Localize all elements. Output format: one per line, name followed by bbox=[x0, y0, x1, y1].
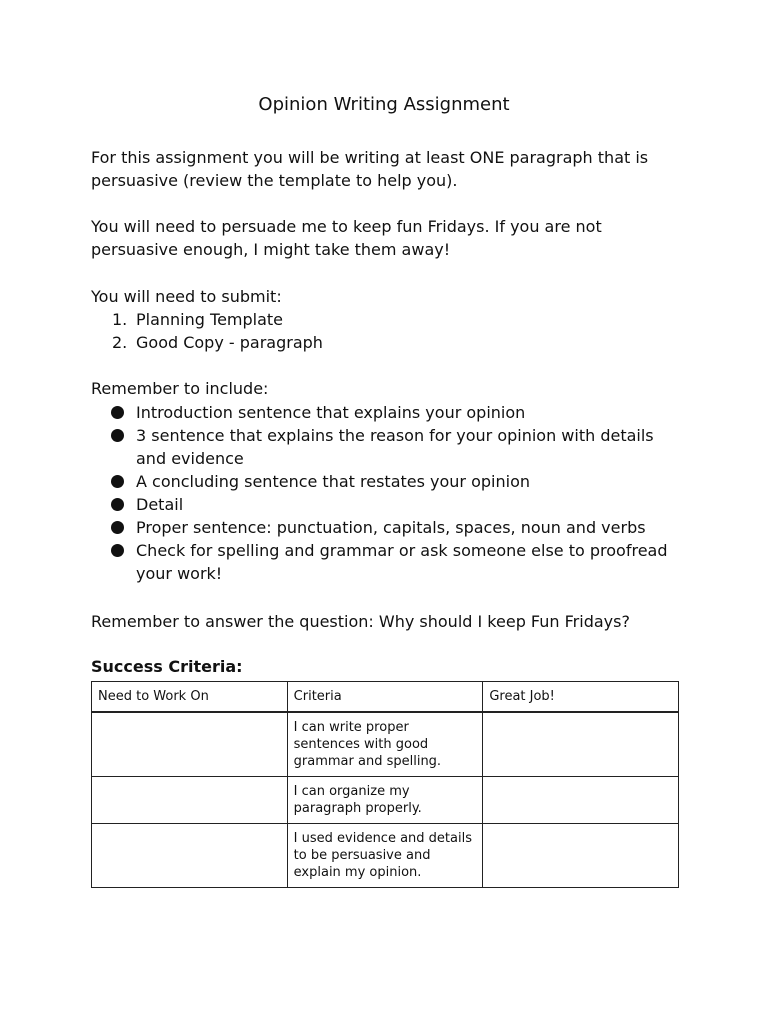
table-cell-great-job bbox=[483, 777, 679, 824]
list-item-text: Good Copy - paragraph bbox=[136, 333, 323, 352]
list-item-text: Planning Template bbox=[136, 310, 284, 329]
success-criteria-heading: Success Criteria: bbox=[91, 657, 243, 676]
bullet-icon bbox=[111, 544, 124, 557]
column-header-great-job: Great Job! bbox=[483, 682, 679, 713]
list-number: 1. bbox=[112, 310, 128, 329]
table-row bbox=[92, 712, 679, 777]
list-item bbox=[91, 308, 681, 331]
table-cell-criteria: I used evidence and details to be persuasive and explain my opinion. bbox=[287, 824, 483, 888]
list-item bbox=[91, 331, 681, 354]
list-item bbox=[91, 516, 681, 539]
include-list bbox=[91, 401, 681, 585]
intro-paragraph-1: For this assignment you will be writing at least ONE paragraph that is persuasive (review the template to help you). bbox=[91, 148, 649, 190]
submit-heading: You will need to submit: bbox=[91, 287, 282, 306]
list-item-text: Check for spelling and grammar or ask someone else to proofread your work! bbox=[136, 541, 668, 583]
column-header-need-to-work-on: Need to Work On bbox=[92, 682, 288, 713]
table-cell-need-to-work-on bbox=[92, 712, 288, 777]
list-item bbox=[91, 493, 681, 516]
list-item bbox=[91, 424, 681, 470]
table-cell-criteria: I can organize my paragraph properly. bbox=[287, 777, 483, 824]
bullet-icon bbox=[111, 406, 124, 419]
bullet-icon bbox=[111, 475, 124, 488]
list-item bbox=[91, 470, 681, 493]
bullet-icon bbox=[111, 521, 124, 534]
table-cell-need-to-work-on bbox=[92, 824, 288, 888]
list-item bbox=[91, 401, 681, 424]
table-row bbox=[92, 777, 679, 824]
table-row bbox=[92, 824, 679, 888]
question-paragraph: Remember to answer the question: Why should I keep Fun Fridays? bbox=[91, 612, 630, 631]
submit-list bbox=[91, 308, 681, 354]
success-criteria-table bbox=[91, 681, 679, 888]
list-item-text: A concluding sentence that restates your opinion bbox=[136, 472, 530, 491]
table-cell-great-job bbox=[483, 824, 679, 888]
bullet-icon bbox=[111, 429, 124, 442]
include-heading: Remember to include: bbox=[91, 379, 269, 398]
table-cell-criteria: I can write proper sentences with good grammar and spelling. bbox=[287, 712, 483, 777]
list-item-text: 3 sentence that explains the reason for your opinion with details and evidence bbox=[136, 426, 654, 468]
table-cell-need-to-work-on bbox=[92, 777, 288, 824]
bullet-icon bbox=[111, 498, 124, 511]
intro-paragraph-2: You will need to persuade me to keep fun Fridays. If you are not persuasive enough, I might take them away! bbox=[91, 217, 602, 259]
list-item bbox=[91, 539, 681, 585]
table-header-row bbox=[92, 682, 679, 713]
list-item-text: Introduction sentence that explains your opinion bbox=[136, 403, 526, 422]
table-cell-great-job bbox=[483, 712, 679, 777]
page-title: Opinion Writing Assignment bbox=[258, 94, 510, 115]
list-number: 2. bbox=[112, 333, 128, 352]
list-item-text: Detail bbox=[136, 495, 184, 514]
list-item-text: Proper sentence: punctuation, capitals, spaces, noun and verbs bbox=[136, 518, 646, 537]
column-header-criteria: Criteria bbox=[287, 682, 483, 713]
